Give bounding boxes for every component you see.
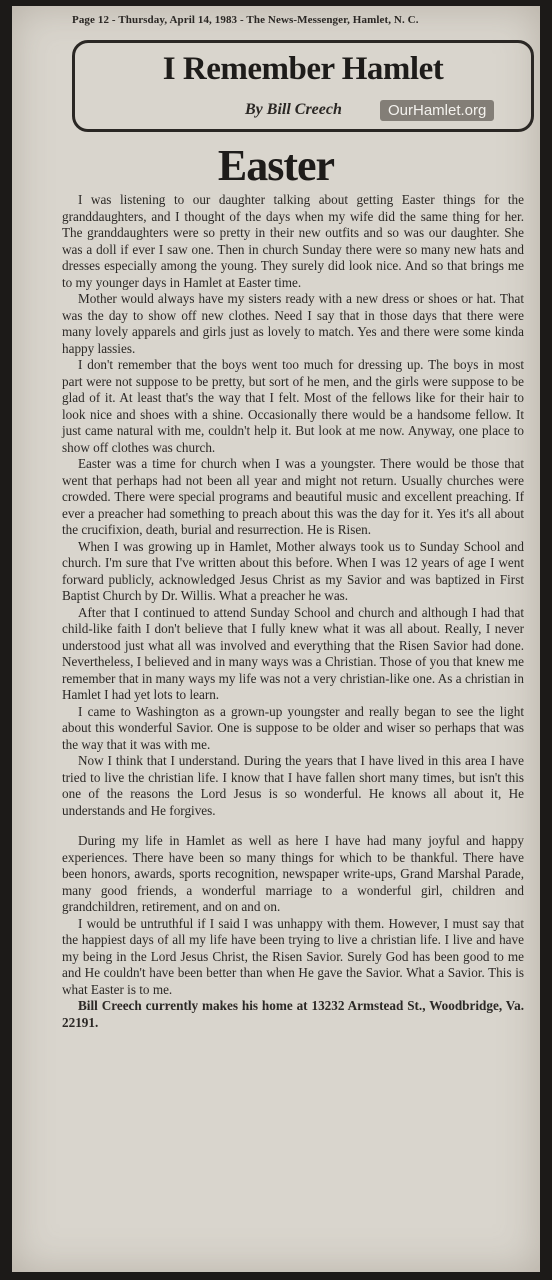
byline: By Bill Creech bbox=[245, 101, 342, 118]
site-watermark: OurHamlet.org bbox=[380, 100, 494, 121]
paragraph: Mother would always have my sisters ready with a new dress or shoes or hat. That was the day to show off new clothes. Need I say that in those days that there were many lovely apparels and girls just as lovely to match. Yes and there were some kinda happy lassies. bbox=[62, 291, 524, 356]
paragraph: Easter was a time for church when I was a youngster. There would be those that went that perhaps had not been all year and might not return. Usually churches were crowded. There were special programs and beautiful music and excellent preaching. If ever a preacher had something to preach about this was the day for it. Yes it's all about the crucifixion, death, burial and resurrection. He is Risen. bbox=[62, 456, 524, 537]
paragraph: When I was growing up in Hamlet, Mother always took us to Sunday School and church. I'm sure that I've written about this before. When I was 12 years of age I went forward publicly, acknowledged Jesus Christ as my Savior and was baptized in First Baptist Church by Dr. Willis. What a preacher he was. bbox=[62, 538, 524, 603]
paragraph: After that I continued to attend Sunday School and church and although I had that child-like faith I don't believe that I fully knew what it was all about. Really, I never understood just what all was involved and everything that the Risen Savior had done. Nevertheless, I believed and in many ways was a Christian. Those of you that knew me remember that in many ways my life was not a very christian-like one. As a christian in Hamlet I had yet lots to learn. bbox=[62, 604, 524, 702]
page-folio: Page 12 - Thursday, April 14, 1983 - The News-Messenger, Hamlet, N. C. bbox=[72, 14, 419, 26]
paragraph: I was listening to our daughter talking about getting Easter things for the granddaughters, and I thought of the days when my wife did the same thing for her. The granddaughters were so pretty in their new outfits and so was our daughter. She was a doll if ever I saw one. Then in church Sunday there were so many new hats and dresses especially among the young. They surely did look nice. And so that brings me to my younger days in Hamlet at Easter time. bbox=[62, 192, 524, 290]
article-headline: Easter bbox=[217, 141, 335, 190]
paragraph: Now I think that I understand. During the years that I have lived in this area I have tried to live the christian life. I know that I have fallen short many times, but isn't this one of the reasons the Lord Jesus is so wonderful. He knows all about it, He understands and He forgives. bbox=[62, 753, 524, 818]
paragraph: I came to Washington as a grown-up youngster and really began to see the light about this wonderful Savior. One is suppose to be older and wiser so perhaps that was the way that it was with me. bbox=[62, 703, 524, 752]
column-title: I Remember Hamlet bbox=[162, 51, 444, 87]
paragraph: During my life in Hamlet as well as here I have had many joyful and happy experiences. There have been so many things for which to be thankful. There have been honors, awards, sports recognition, newspaper write-ups, Grand Marshal Parade, many good friends, a wonderful marriage to a wonderful girl, children and grandchildren, retirement, and on and on. bbox=[62, 833, 524, 914]
paragraph: I don't remember that the boys went too much for dressing up. The boys in most part were not suppose to be pretty, but sort of he men, and the girls were suppose to be glad of it. At least that's the way that I felt. Most of the fellows like for their hair to look nice and shoes with a shine. Occasionally there would be a handsome fellow. It just came natural with me, couldn't help it. But look at me now. Anyway, one place to show off clothes was church. bbox=[62, 357, 524, 455]
article-body bbox=[62, 192, 524, 1031]
author-note: Bill Creech currently makes his home at 13232 Armstead St., Woodbridge, Va. 22191. bbox=[62, 998, 524, 1030]
paragraph: I would be untruthful if I said I was unhappy with them. However, I must say that the happiest days of all my life have been trying to live a christian life. I live and have my being in the Lord Jesus Christ, the Risen Savior. Surely God has been good to me and He couldn't have been better than when He gave the Savior. What a Savior. This is what Easter is to me. bbox=[62, 915, 524, 997]
